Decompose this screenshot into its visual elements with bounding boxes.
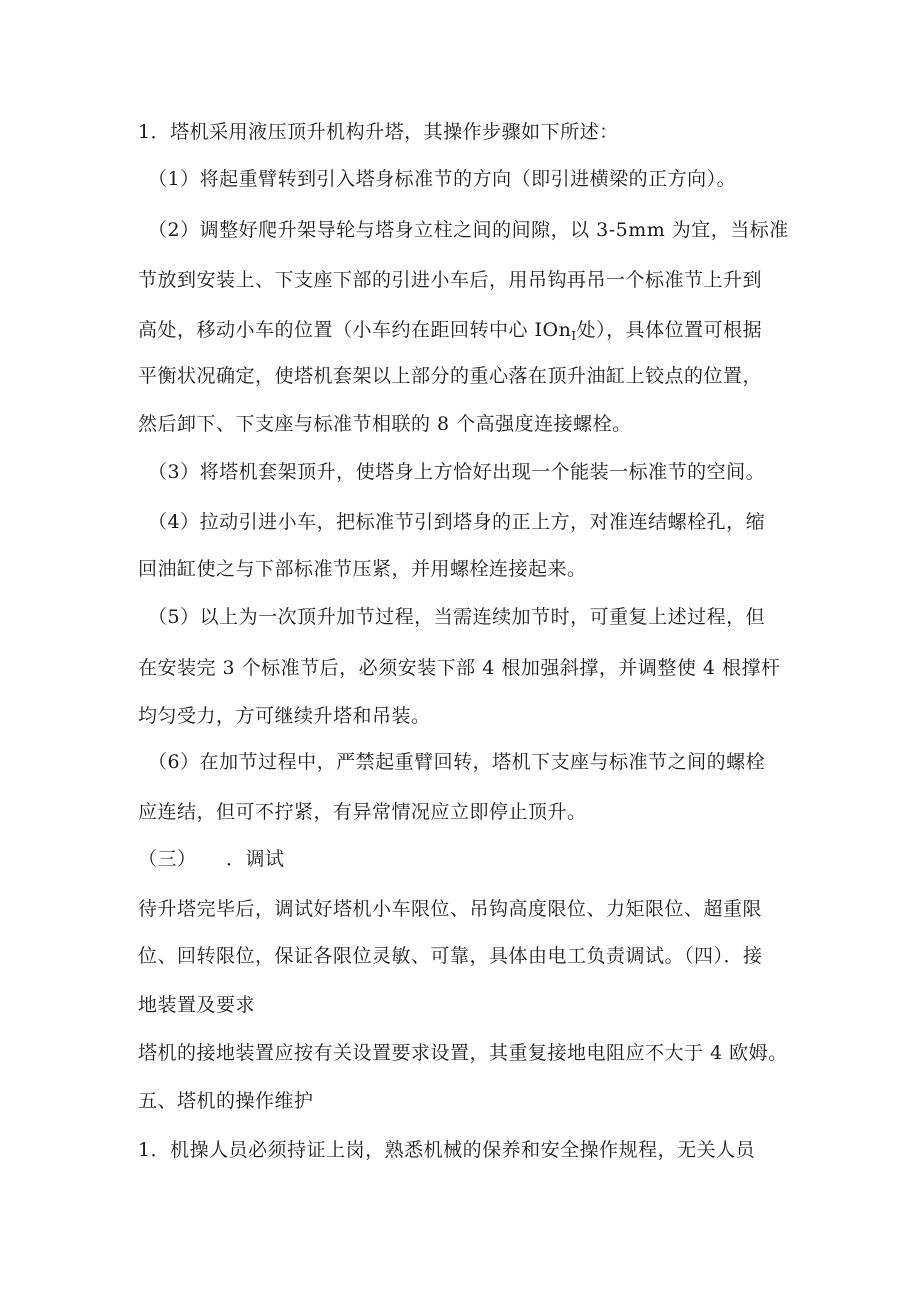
text-line-5 (138, 318, 762, 348)
text-line-5-head: 高处，移动小车的位置（小车约在距回转中心 IOn (138, 319, 572, 341)
text-line-5-tail: 处），具体位置可根据 (576, 319, 763, 341)
text-line-20: 塔机的接地装置应按有关设置要求设置，其重复接地电阻应不大于 4 欧姆。 (138, 1042, 788, 1064)
text-line-9: （4）拉动引进小车，把标准节引到塔身的正上方，对准连结螺栓孔，缩 (148, 511, 766, 533)
text-line-5-subscript: I (571, 329, 577, 343)
text-line-3: （2）调整好爬升架导轮与塔身立柱之间的间隙，以 3-5mm 为宜，当标准 (148, 219, 789, 241)
text-line-17: 待升塔完毕后，调试好塔机小车限位、吊钩高度限位、力矩限位、超重限 (138, 898, 763, 920)
text-line-11: （5）以上为一次顶升加节过程，当需连续加节时，可重复上述过程，但 (148, 606, 766, 628)
text-line-21: 五、塔机的操作维护 (138, 1090, 314, 1112)
text-line-7: 然后卸下、下支座与标准节相联的 8 个高强度连接螺栓。 (138, 413, 632, 435)
text-line-12: 在安装完 3 个标准节后，必须安装下部 4 根加强斜撑，并调整使 4 根撑杆 (138, 657, 781, 679)
text-line-15: 应连结，但可不拧紧，有异常情况应立即停止顶升。 (138, 801, 587, 823)
text-line-19: 地装置及要求 (138, 994, 256, 1016)
text-line-6: 平衡状况确定，使塔机套架以上部分的重心落在顶升油缸上铰点的位置， (138, 365, 763, 387)
text-line-13: 均匀受力，方可继续升塔和吊装。 (138, 705, 431, 727)
text-line-18: 位、回转限位，保证各限位灵敏、可靠，具体由电工负责调试。（四）．接 (138, 945, 763, 967)
text-line-22: 1．机操人员必须持证上岗，熟悉机械的保养和安全操作规程，无关人员 (138, 1139, 756, 1161)
text-line-2: （1）将起重臂转到引入塔身标准节的方向（即引进横梁的正方向）。 (148, 168, 737, 190)
text-line-16: （三） ．调试 (138, 848, 285, 870)
text-line-4: 节放到安装上、下支座下部的引进小车后，用吊钩再吊一个标准节上升到 (138, 269, 763, 291)
text-line-10: 回油缸使之与下部标准节压紧，并用螺栓连接起来。 (138, 558, 587, 580)
text-line-8: （3）将塔机套架顶升，使塔身上方恰好出现一个能装一标准节的空间。 (148, 461, 766, 483)
text-line-1: 1．塔机采用液压顶升机构升塔，其操作步骤如下所述： (138, 121, 619, 143)
text-line-14: （6）在加节过程中，严禁起重臂回转，塔机下支座与标准节之间的螺栓 (148, 751, 766, 773)
